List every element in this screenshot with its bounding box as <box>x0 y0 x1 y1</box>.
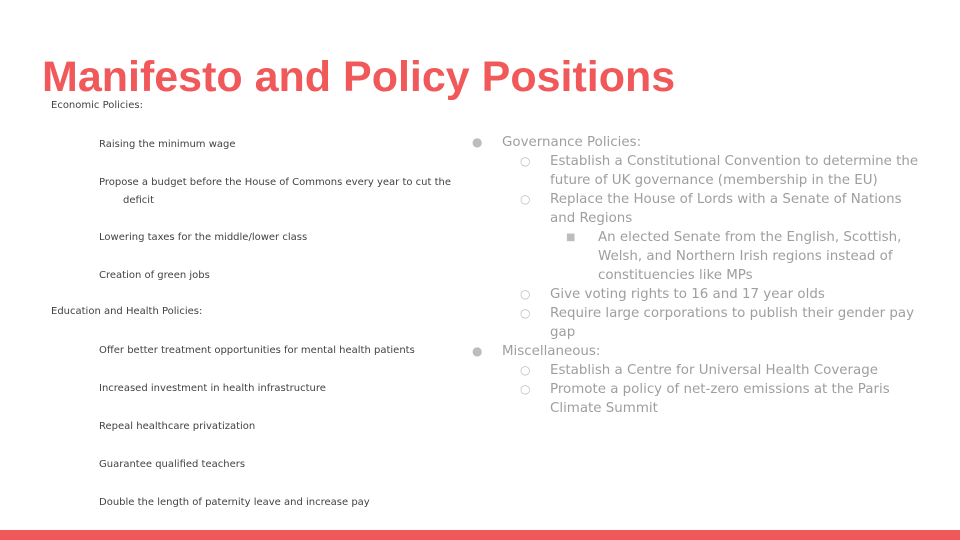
economic-policies-heading: Economic Policies: <box>51 100 143 111</box>
list-item: Increased investment in health infrastructure <box>99 383 326 394</box>
bullet-hollow-circle-icon: ○ <box>520 363 531 377</box>
bullet-filled-circle-icon: ● <box>472 135 483 149</box>
footer-accent-bar <box>0 530 960 540</box>
slide-title: Manifesto and Policy Positions <box>42 53 676 101</box>
list-item: ○ Promote a policy of net-zero emissions at the Paris Climate Summit <box>520 382 890 416</box>
list-item: Guarantee qualified teachers <box>99 459 246 470</box>
right-column <box>470 133 930 418</box>
list-item: Repeal healthcare privatization <box>99 421 256 432</box>
bullet-square-icon: ■ <box>566 232 576 243</box>
bullet-hollow-circle-icon: ○ <box>520 306 531 320</box>
bullet-filled-circle-icon: ● <box>472 344 483 358</box>
list-item <box>99 174 471 210</box>
governance-policies-heading: ● Governance Policies: <box>472 135 642 150</box>
list-item: Offer better treatment opportunities for mental health patients <box>99 345 415 356</box>
miscellaneous-heading: ● Miscellaneous: <box>472 344 601 359</box>
list-item: ■ An elected Senate from the English, Scottish, Welsh, and Northern Irish regions instead of constituencies like MPs <box>566 230 902 283</box>
bullet-hollow-circle-icon: ○ <box>520 192 531 206</box>
list-item: ○ Require large corporations to publish their gender pay gap <box>520 306 915 340</box>
education-health-policies-heading: Education and Health Policies: <box>51 306 203 317</box>
list-item: ○ Establish a Constitutional Convention to determine the future of UK governance (membership in the EU) <box>520 154 919 188</box>
bullet-hollow-circle-icon: ○ <box>520 287 531 301</box>
list-item-line: deficit <box>123 195 154 206</box>
list-item: ○ Give voting rights to 16 and 17 year olds <box>520 287 825 302</box>
bullet-hollow-circle-icon: ○ <box>520 154 531 168</box>
list-item: Lowering taxes for the middle/lower class <box>99 232 308 243</box>
list-item: Creation of green jobs <box>99 270 210 281</box>
list-item: Raising the minimum wage <box>99 139 236 150</box>
list-item: ○ Replace the House of Lords with a Senate of Nations and Regions <box>520 192 902 226</box>
bullet-hollow-circle-icon: ○ <box>520 382 531 396</box>
list-item-line: Propose a budget before the House of Commons every year to cut the <box>99 177 452 188</box>
list-item: Double the length of paternity leave and increase pay <box>99 497 370 508</box>
list-item: ○ Establish a Centre for Universal Health Coverage <box>520 363 878 378</box>
